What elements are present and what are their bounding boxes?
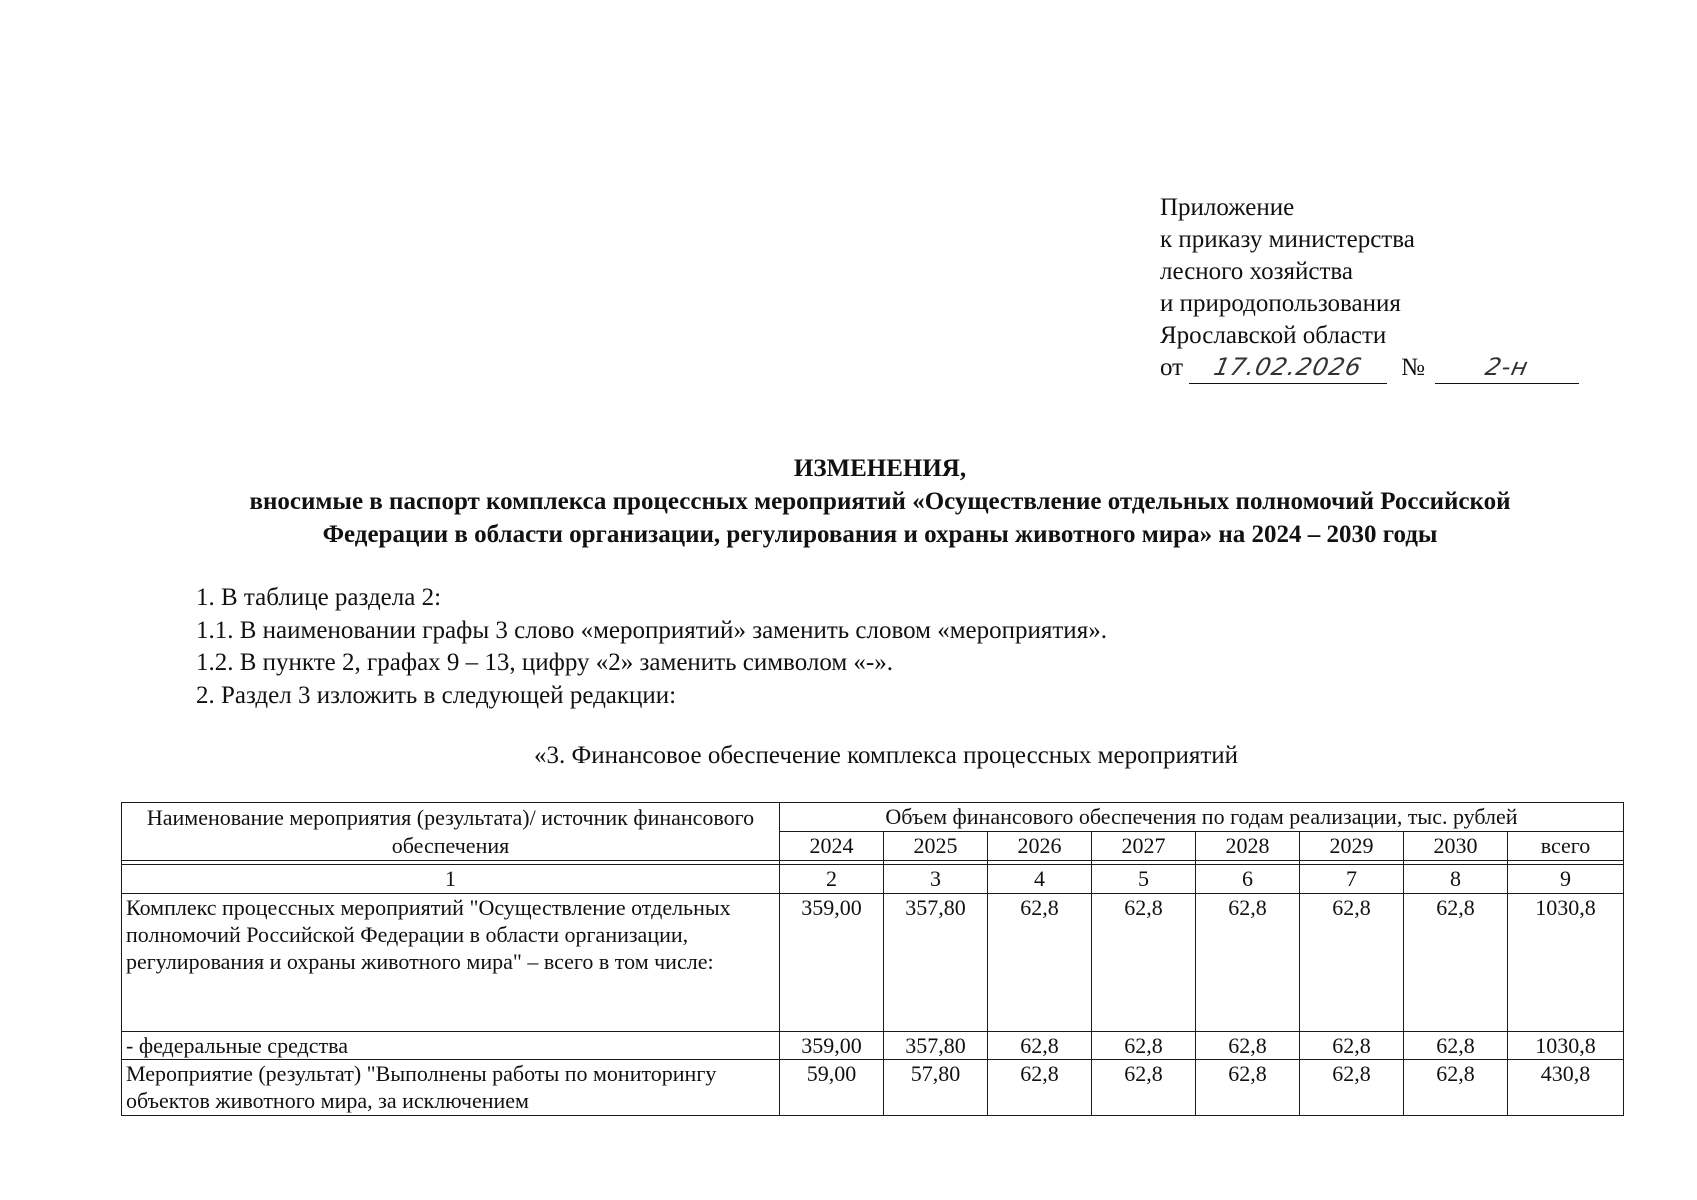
paragraph: 2. Раздел 3 изложить в следующей редакции: xyxy=(196,681,677,709)
year-header: 2027 xyxy=(1092,832,1196,861)
number-sign: № xyxy=(1401,354,1425,381)
column-number: 8 xyxy=(1404,865,1508,894)
table-cell: 62,8 xyxy=(1092,894,1196,1032)
year-header: 2029 xyxy=(1300,832,1404,861)
column-number: 9 xyxy=(1508,865,1624,894)
date-field xyxy=(1189,355,1387,384)
column-numbers-row xyxy=(122,865,1624,894)
year-header: 2030 xyxy=(1404,832,1508,861)
table-cell: 62,8 xyxy=(1300,1032,1404,1060)
table-cell: 62,8 xyxy=(1196,1032,1300,1060)
paragraph: 1.1. В наименовании графы 3 слово «мероприятий» заменить словом «мероприятия». xyxy=(196,616,1107,644)
table-cell: 359,00 xyxy=(780,894,884,1032)
column-number: 4 xyxy=(988,865,1092,894)
title-line: вносимые в паспорт комплекса процессных мероприятий «Осуществление отдельных полномочий Российской xyxy=(249,488,1511,515)
table-cell: 62,8 xyxy=(1092,1032,1196,1060)
table-cell: 359,00 xyxy=(780,1032,884,1060)
name-column-header: Наименование мероприятия (результата)/ источник финансового обеспечения xyxy=(122,803,780,861)
column-number: 7 xyxy=(1300,865,1404,894)
year-header: всего xyxy=(1508,832,1624,861)
number-field xyxy=(1435,355,1579,384)
section-heading xyxy=(120,742,1640,770)
table-cell: 1030,8 xyxy=(1508,1032,1624,1060)
table-row xyxy=(122,1060,1624,1116)
appendix-line: Ярославской области xyxy=(1160,322,1387,349)
table-cell: 1030,8 xyxy=(1508,894,1624,1032)
handwritten-date: 17.02.2026 xyxy=(1211,353,1365,381)
table-cell: 62,8 xyxy=(1404,894,1508,1032)
table-cell: 430,8 xyxy=(1508,1060,1624,1116)
column-number: 2 xyxy=(780,865,884,894)
row-name: - федеральные средства xyxy=(122,1032,780,1060)
table-cell: 62,8 xyxy=(988,1060,1092,1116)
appendix-line: и природопользования xyxy=(1160,290,1401,317)
appendix-line: Приложение xyxy=(1160,194,1295,221)
column-number: 6 xyxy=(1196,865,1300,894)
table-cell: 357,80 xyxy=(884,1032,988,1060)
table-row xyxy=(122,894,1624,1032)
section-heading-text: «3. Финансовое обеспечение комплекса процессных мероприятий xyxy=(533,742,1239,769)
table-cell: 62,8 xyxy=(1404,1032,1508,1060)
table-cell: 62,8 xyxy=(988,894,1092,1032)
appendix-block xyxy=(1160,192,1579,384)
row-name: Комплекс процессных мероприятий "Осуществление отдельных полномочий Российской Федерации в области организации, регулирования и охраны животного мира" – всего в том числе: xyxy=(122,894,780,1032)
header-row xyxy=(122,803,1624,832)
table-cell: 62,8 xyxy=(1196,1060,1300,1116)
title-heading: ИЗМЕНЕНИЯ, xyxy=(793,455,967,482)
title-line: Федерации в области организации, регулирования и охраны животного мира» на 2024 – 2030 годы xyxy=(322,521,1438,548)
year-header: 2025 xyxy=(884,832,988,861)
table-cell: 62,8 xyxy=(1092,1060,1196,1116)
year-header: 2026 xyxy=(988,832,1092,861)
year-header: 2028 xyxy=(1196,832,1300,861)
amendment-paragraphs xyxy=(196,582,1107,712)
table-cell: 62,8 xyxy=(1300,1060,1404,1116)
table-cell: 59,00 xyxy=(780,1060,884,1116)
appendix-line: к приказу министерства xyxy=(1160,226,1415,253)
column-number: 1 xyxy=(122,865,780,894)
column-number: 3 xyxy=(884,865,988,894)
table-row xyxy=(122,1032,1624,1060)
paragraph: 1.2. В пункте 2, графах 9 – 13, цифру «2» заменить символом «-». xyxy=(196,649,894,676)
paragraph: 1. В таблице раздела 2: xyxy=(196,584,442,611)
table-cell: 57,80 xyxy=(884,1060,988,1116)
document-title xyxy=(120,452,1640,551)
date-prefix: от xyxy=(1160,354,1184,381)
date-number-row xyxy=(1160,352,1579,384)
column-number: 5 xyxy=(1092,865,1196,894)
table-cell: 62,8 xyxy=(1404,1060,1508,1116)
table-cell: 62,8 xyxy=(988,1032,1092,1060)
table-cell: 62,8 xyxy=(1196,894,1300,1032)
handwritten-number: 2-н xyxy=(1482,353,1532,381)
financing-table xyxy=(121,802,1624,1116)
year-header: 2024 xyxy=(780,832,884,861)
table-cell: 62,8 xyxy=(1300,894,1404,1032)
appendix-line: лесного хозяйства xyxy=(1160,258,1353,285)
table-cell: 357,80 xyxy=(884,894,988,1032)
volume-header: Объем финансового обеспечения по годам реализации, тыс. рублей xyxy=(780,803,1624,832)
row-name: Мероприятие (результат) "Выполнены работы по мониторингу объектов животного мира, за исключением xyxy=(122,1060,780,1116)
